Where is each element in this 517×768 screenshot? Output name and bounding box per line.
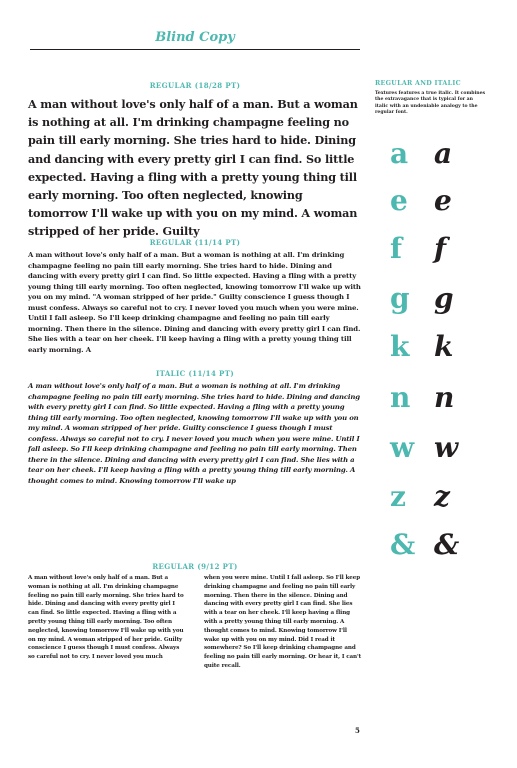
glyph-italic: a (434, 137, 453, 170)
sample-text-italic-11: A man without love's only half of a man. But a woman is nothing at all. I'm drinking champagne feeling no pain till early morning. She tries hard to hide. Dining and dancing with every pretty girl I can find. So little expected. Having a fling with a pretty young thing till early morning. Too often neglected, knowing tomorrow I'll wake up with you on my mind. A woman stripped of her pride. Guilty conscience I guess though I must confess. Always so careful not to cry. I never loved you much when you were mine. Until I fall asleep. So I'll keep drinking champagne and feeling no pain till early morning. Then there in the silence. Dining and dancing with every pretty girl I can find. She lies with a tear on her cheek. I'll keep having a fling with a pretty young thing till early morning. A thought comes to mind. Knowing tomorrow I'll wake up (28, 382, 360, 485)
glyph-regular: & (390, 528, 416, 561)
two-column-sample (28, 574, 362, 671)
glyph-pair-f (372, 232, 482, 268)
glyph-pair-e (372, 184, 482, 220)
page-title: Blind Copy (155, 30, 235, 45)
sample-text-regular-18: A man without love's only half of a man. But a woman is nothing at all. I'm drinking champagne feeling no pain till early morning. She tries hard to hide. Dining and dancing with every pretty girl I can find. So little expected. Having a fling with a pretty young thing till early morning. Too often neglected, knowing tomorrow I'll wake up with you on my mind. A woman stripped of her pride. Guilty (28, 97, 358, 239)
glyph-pair-ampersand (372, 528, 482, 564)
page-number: 5 (355, 726, 360, 735)
glyph-pair-g (372, 282, 482, 318)
glyph-italic: z (434, 480, 450, 513)
glyph-regular: z (390, 480, 406, 513)
glyph-regular: f (390, 232, 403, 265)
glyph-regular: k (390, 330, 410, 363)
glyph-pair-n (372, 381, 482, 417)
sidebar-note: Textures features a true italic. It combines the extravagance that is typical for an italic with an undeniable analogy to the regular font. (375, 91, 486, 115)
sample-column-left: A man without love's only half of a man. But a woman is nothing at all. I'm drinking champagne feeling no pain till early morning. She tries hard to hide. Dining and dancing with every pretty girl I can find. So little expected. Having a fling with a pretty young thing till early morning. Too often neglected, knowing tomorrow I'll wake up with you on my mind. A woman stripped of her pride. Guilty conscience I guess though I must confess. Always so careful not to cry. I never loved you much (28, 575, 184, 661)
sample-column-right: when you were mine. Until I fall asleep. So I'll keep drinking champagne and feeling no pain till early morning. Then there in the silence. Dining and dancing with every pretty girl I can find. She lies with a tear on her cheek. I'll keep having a fling with a pretty young thing till early morning. A thought comes to mind. Knowing tomorrow I'll wake up with you on my mind. Did I read it somewhere? So I'll keep drinking champagne and feeling no pain till early morning. Or hear it, I can't quite recall. (204, 575, 362, 669)
glyph-italic: & (434, 528, 460, 561)
glyph-pair-w (372, 431, 482, 467)
title-rule (30, 49, 360, 50)
glyph-pair-k (372, 330, 482, 366)
section-heading-italic-11: ITALIC (11/14 PT) (155, 369, 235, 378)
glyph-pair-z (372, 480, 482, 516)
glyph-regular: g (390, 282, 410, 315)
glyph-italic: f (434, 232, 447, 265)
section-heading-regular-18: REGULAR (18/28 PT) (149, 81, 241, 90)
glyph-regular: e (390, 184, 408, 217)
section-heading-regular-11: REGULAR (11/14 PT) (149, 238, 241, 247)
glyph-italic: w (434, 431, 459, 464)
sample-text-regular-11: A man without love's only half of a man. But a woman is nothing at all. I'm drinking champagne feeling no pain till early morning. She tries hard to hide. Dining and dancing with every pretty girl I can find. So little expected. Having a fling with a pretty young thing till early morning. Too often neglected, knowing tomorrow I'll wake up with you on my mind. "A woman stripped of her pride." Guilty conscience I guess though I must confess. Always so careful not to cry. I never loved you much when you were mine. Until I fall asleep. So I'll keep drinking champagne and feeling no pain till early morning. Then there in the silence. Dining and dancing with every pretty girl I can find. She lies with a tear on her cheek. I'll keep having a fling with a pretty young thing till early morning. A (28, 251, 361, 354)
glyph-italic: g (434, 282, 454, 315)
glyph-pair-a (372, 137, 482, 173)
glyph-regular: w (390, 431, 415, 464)
glyph-regular: n (390, 381, 411, 414)
glyph-italic: e (434, 184, 452, 217)
section-heading-regular-9: REGULAR (9/12 PT) (152, 562, 238, 571)
sidebar-heading: REGULAR AND ITALIC (375, 80, 461, 87)
glyph-regular: a (390, 137, 409, 170)
glyph-italic: n (434, 381, 455, 414)
glyph-italic: k (434, 330, 454, 363)
